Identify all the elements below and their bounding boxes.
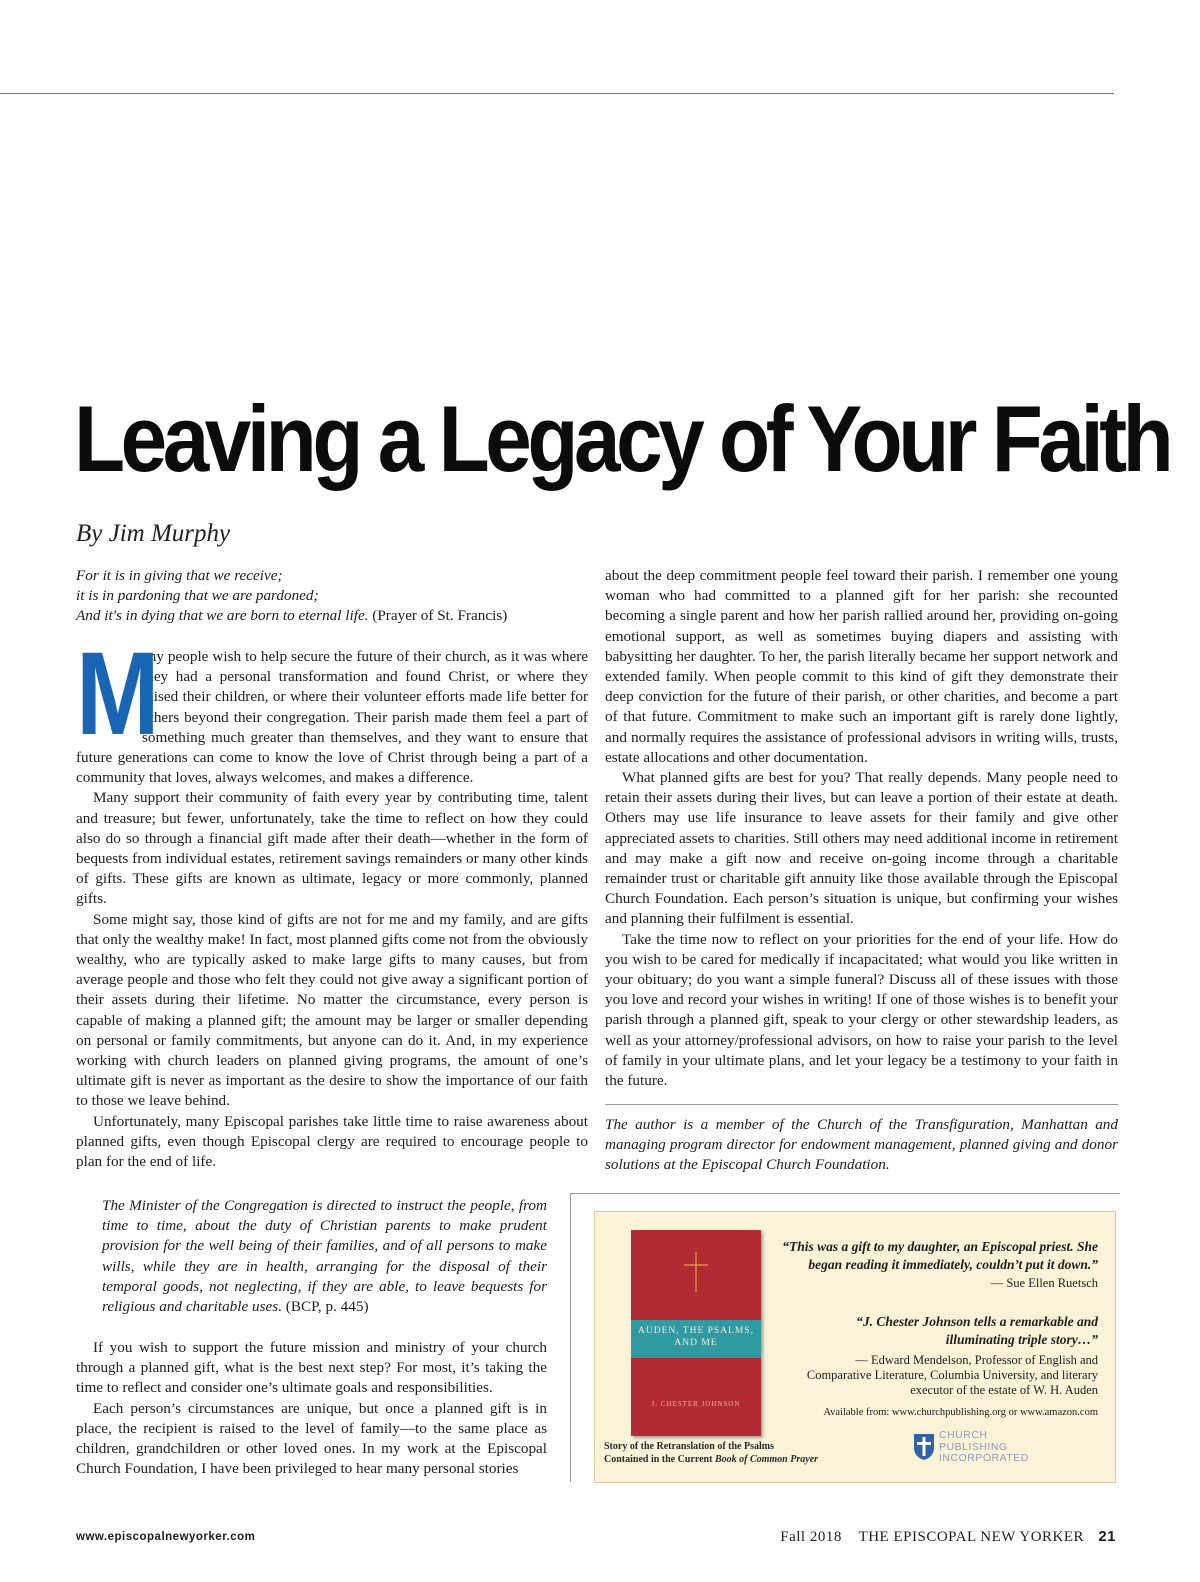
paragraph: M any people wish to help secure the future of their church, as it was where they had a personal transformation and found Christ, or where they raised their children, or where their volunteer efforts made life better for others beyond their congregation. Their parish made them feel a part of something much greater than themselves, and they want to ensure that future generations can come to know the love of Christ through being a part of a community that loves, always welcomes, and makes a difference. — [76, 628, 588, 787]
cross-icon — [678, 1250, 714, 1294]
article-column-left-lower — [76, 1338, 547, 1479]
paragraph: Take the time now to reflect on your priorities for the end of your life. How do you wish to be cared for medically if incapacitated; what would you like written in your obituary; do you want a simple funeral? Discuss all of these issues with those you love and record your wishes in writing! If one of those wishes is to benefit your parish through a planned gift, speak to your clergy or other stewardship leaders, as well as your attorney/professional advisors, on how to raise your parish to the level of family in your ultimate plans, and let your legacy be a testimony to your faith in the future. — [605, 930, 1118, 1090]
ad-quote: “J. Chester Johnson tells a remarkable and illuminating triple story…” — [856, 1314, 1098, 1347]
bcp-quote — [102, 1196, 547, 1317]
author-note-rule — [605, 1104, 1118, 1105]
paragraph: about the deep commitment people feel toward their parish. I remember one young woman who had committed to a planned gift for her parish: she recounted becoming a single parent and how her parish rallied around her, providing on-going emotional support, as well as sometimes buying diapers and assisting with babysitting her daughter. To her, the parish literally became her support network and extended family. When people commit to this kind of gift they demonstrate their deep conviction for the future of their parish, or other charities, and become a part of that future. Commitment to make such an important gift is rarely done lightly, and normally requires the assistance of professional advisors in writing wills, trusts, estate allocations and other documentation. — [605, 567, 1118, 766]
shield-icon — [913, 1433, 935, 1461]
ad-attribution: — Sue Ellen Ruetsch — [990, 1276, 1098, 1290]
article-column-left — [76, 628, 588, 1172]
epigraph-line: it is in pardoning that we are pardoned; — [76, 587, 319, 605]
paragraph: If you wish to support the future mission and ministry of your church through a planned gift, what is the best next step? For most, it’s taking the time to reflect and consider one’s ultimate goals and responsibilities. — [76, 1339, 547, 1397]
page-number: 21 — [1098, 1528, 1116, 1545]
ad-attribution: — Edward Mendelson, Professor of English and Comparative Literature, Columbia University, and literary executor of the estate of W. H. Auden — [806, 1353, 1098, 1397]
ad-frame-left — [570, 1193, 571, 1482]
ad-testimonial-2 — [800, 1313, 1098, 1399]
byline: By Jim Murphy — [76, 520, 231, 547]
book-caption: Story of the Retranslation of the Psalms Contained in the Current Book of Common Prayer — [604, 1441, 818, 1465]
footer-website[interactable]: www.episcopalnewyorker.com — [76, 1531, 256, 1543]
paragraph: What planned gifts are best for you? That really depends. Many people need to retain their assets during their lives, but can leave a portion of their estate at death. Others may use life insurance to leave assets for their family and give other appreciated assets to charities. Still others may need additional income in retirement and may make a gift now and receive on-going income through a charitable remainder trust or charitable gift annuity like those available through the Episcopal Church Foundation. Each person’s situation is unique, but confirming your wishes and planning their fulfilment is essential. — [605, 769, 1118, 928]
epigraph — [76, 566, 596, 627]
ad-frame-top — [570, 1193, 1120, 1194]
top-rule — [0, 93, 1114, 94]
article-headline: Leaving a Legacy of Your Faith — [74, 386, 1170, 491]
ad-availability[interactable]: Available from: www.churchpublishing.org or www.amazon.com — [823, 1407, 1098, 1418]
issue-date: Fall 2018 — [780, 1529, 842, 1545]
drop-cap: M — [76, 628, 160, 760]
author-note: The author is a member of the Church of the Transfiguration, Manhattan and managing program director for endowment management, planned giving and donor solutions at the Episcopal Church Foundation. — [605, 1116, 1118, 1174]
footer-issue — [780, 1528, 1116, 1546]
bcp-citation: (BCP, p. 445) — [285, 1298, 369, 1316]
epigraph-source: (Prayer of St. Francis) — [372, 607, 508, 625]
article-column-right — [605, 566, 1118, 1091]
paragraph: Many support their community of faith every year by contributing time, talent and treasure; but fewer, unfortunately, take the time to reflect on how they could also do so through a financial gift made after their death—whether in the form of bequests from individual estates, retirement savings remainders or many other kinds of gifts. These gifts are known as ultimate, legacy or more commonly, planned gifts. — [76, 789, 588, 908]
publisher-logo: CHURCH PUBLISHING INCORPORATED — [939, 1429, 1029, 1464]
bcp-quote-text: The Minister of the Congregation is directed to instruct the people, from time to time, about the duty of Christian parents to make prudent provision for the well being of their families, and of all persons to make wills, while they are in health, arranging for the disposal of their temporal goods, not neglecting, if they are able, to leave bequests for religious and charitable uses. — [102, 1197, 547, 1316]
ad-testimonial-1 — [780, 1238, 1098, 1292]
ad-quote: “This was a gift to my daughter, an Episcopal priest. She began reading it immediately, couldn’t put it down.” — [782, 1239, 1098, 1272]
publication-name: THE EPISCOPAL NEW YORKER — [858, 1529, 1085, 1545]
paragraph: Some might say, those kind of gifts are not for me and my family, and are gifts that only the wealthy make! In fact, most planned gifts come not from the obviously wealthy, who are typically asked to make large gifts to many causes, but from average people and those who felt they could not give away a significant portion of their assets during their lifetime. No matter the circumstance, every person is capable of making a planned gift; the amount may be larger or smaller depending on personal or family commitments, but anyone can do it. And, in my experience working with church leaders on planned giving programs, the amount of one’s ultimate gift is never as important as the desire to show the importance of our faith to those we leave behind. — [76, 910, 588, 1110]
book-title: AUDEN, THE PSALMS, AND ME — [637, 1326, 754, 1348]
epigraph-line: For it is in giving that we receive; — [76, 567, 283, 584]
epigraph-line: And it's in dying that we are born to eternal life. — [76, 607, 369, 625]
book-author: J. CHESTER JOHNSON — [651, 1400, 741, 1408]
paragraph: Each person’s circumstances are unique, but once a planned gift is in place, the recipient is raised to the level of family—to the same place as children, grandchildren or other loved ones. In my work at the Episcopal Church Foundation, I have been privileged to hear many personal stories — [76, 1399, 547, 1478]
paragraph: Unfortunately, many Episcopal parishes take little time to raise awareness about planned gifts, even though Episcopal clergy are required to encourage people to plan for the end of life. — [76, 1112, 588, 1171]
